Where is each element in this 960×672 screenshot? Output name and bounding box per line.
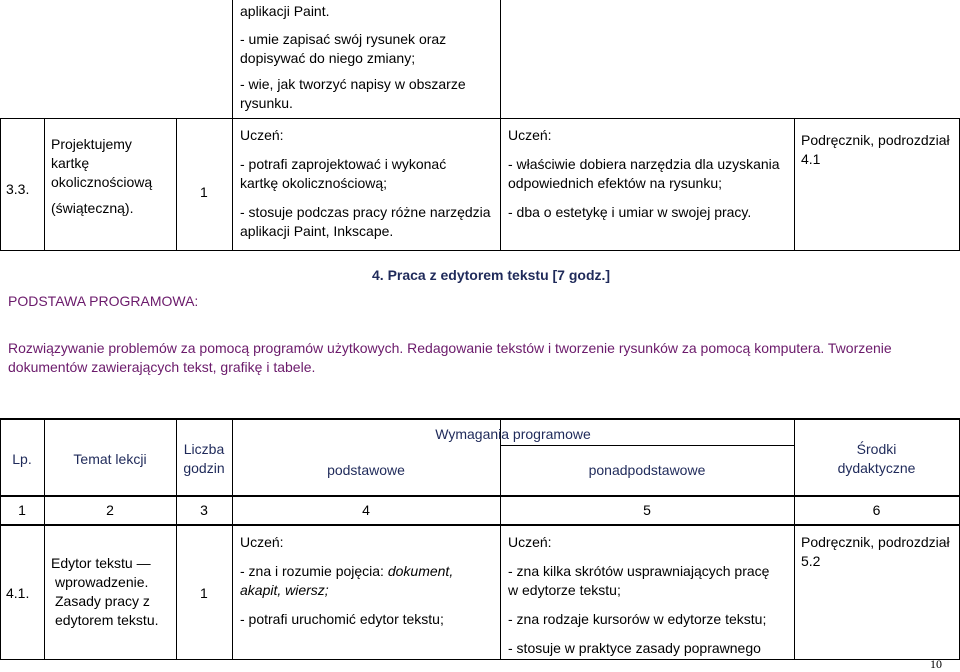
grid-line xyxy=(500,418,501,659)
text-line: odpowiednich efektów na rysunku; xyxy=(508,175,723,191)
text-line: wprowadzenie. xyxy=(55,574,149,590)
topic-cell xyxy=(51,554,175,630)
text-line: aplikacji Paint, Inkscape. xyxy=(240,223,394,239)
grid-line xyxy=(0,418,960,420)
header-basic: podstawowe xyxy=(327,462,405,478)
section-title: 4. Praca z edytorem tekstu [7 godz.] xyxy=(372,267,611,283)
resources-cell xyxy=(801,533,959,571)
col-number: 3 xyxy=(200,502,208,518)
col-number: 1 xyxy=(18,502,26,518)
grid-line xyxy=(0,495,960,497)
text-line: - zna i rozumie pojęcia: dokument, xyxy=(240,563,454,579)
col-number: 2 xyxy=(106,502,114,518)
text-line: (świąteczną). xyxy=(51,200,134,216)
basic-requirements-cell xyxy=(240,533,498,629)
grid-line xyxy=(500,445,794,446)
text-line: Rozwiązywanie problemów za pomocą programów użytkowych. Redagowanie tekstów i tworzenie rysunków za pomocą komputera. Tworzenie xyxy=(8,340,892,356)
grid-line xyxy=(44,118,45,250)
row-number: 4.1. xyxy=(6,585,30,601)
grid-line xyxy=(0,118,960,119)
header-hours xyxy=(176,440,232,478)
grid-line xyxy=(232,118,233,250)
text-line: 5.2 xyxy=(801,553,821,569)
text-line: kartkę xyxy=(51,155,90,171)
grid-line xyxy=(0,659,960,660)
text-line: rysunku. xyxy=(240,95,293,111)
text-line: - dba o estetykę i umiar w swojej pracy. xyxy=(508,204,752,220)
text-line: Podręcznik, podrozdział xyxy=(801,534,950,550)
text-line: dydaktyczne xyxy=(837,460,916,476)
topic-cell xyxy=(51,135,175,218)
col-number: 6 xyxy=(872,502,881,518)
resources-cell xyxy=(801,131,959,169)
text-line: - wie, jak tworzyć napisy w obszarze xyxy=(240,76,466,92)
grid-line xyxy=(0,250,960,251)
header-lp: Lp. xyxy=(12,451,32,467)
basic-header: Uczeń: xyxy=(240,127,284,143)
page-number: 10 xyxy=(930,657,942,671)
advanced-header: Uczeń: xyxy=(508,534,552,550)
grid-line xyxy=(500,0,501,118)
partial-row-cell xyxy=(240,2,498,113)
advanced-header: Uczeń: xyxy=(508,127,552,143)
text-line: - zna rodzaje kursorów w edytorze tekstu; xyxy=(508,611,767,627)
advanced-requirements-cell xyxy=(508,533,792,658)
text-line: Podręcznik, podrozdział xyxy=(801,132,950,148)
text-line: 4.1 xyxy=(801,151,821,167)
text-line: w edytorze tekstu; xyxy=(508,582,621,598)
text-line: - potrafi zaprojektować i wykonać xyxy=(240,156,447,172)
grid-line xyxy=(232,0,233,118)
col-number: 5 xyxy=(643,502,651,518)
header-requirements: Wymagania programowe xyxy=(435,426,591,442)
grid-line xyxy=(500,118,501,250)
text-line: kartkę okolicznościową; xyxy=(240,175,388,191)
advanced-requirements-cell xyxy=(508,126,792,222)
basic-requirements-cell xyxy=(240,126,498,241)
hours-value: 1 xyxy=(200,184,208,200)
text-line: Liczba xyxy=(183,441,225,457)
grid-line xyxy=(794,118,795,250)
text-line: - właściwie dobiera narzędzia dla uzyskania xyxy=(508,156,780,172)
header-advanced: ponadpodstawowe xyxy=(588,462,706,478)
text-line: dopisywać do niego zmiany; xyxy=(240,50,416,66)
hours-value: 1 xyxy=(200,585,208,601)
text-line: - zna kilka skrótów usprawniających pracę xyxy=(508,563,770,579)
grid-line xyxy=(232,418,233,659)
text-line: aplikacji Paint. xyxy=(240,3,330,19)
text-line: Projektujemy xyxy=(51,136,132,152)
text-line: dokumentów zawierających tekst, grafikę i tabele. xyxy=(8,359,316,375)
text-line: godzin xyxy=(183,460,225,476)
text-line: - stosuje podczas pracy różne narzędzia xyxy=(240,204,491,220)
header-topic: Temat lekcji xyxy=(73,451,147,467)
row-number: 3.3. xyxy=(6,181,30,197)
header-resources xyxy=(794,440,959,478)
text-line: Środki xyxy=(856,441,897,457)
text-line: akapit, wiersz; xyxy=(240,582,329,598)
col-number: 4 xyxy=(362,502,370,518)
grid-line xyxy=(0,524,960,526)
text-line: okolicznościową xyxy=(51,174,153,190)
basic-header: Uczeń: xyxy=(240,534,284,550)
text-line: - stosuje w praktyce zasady poprawnego xyxy=(508,640,761,656)
grid-line xyxy=(176,118,177,250)
text-line: edytorem tekstu. xyxy=(55,612,159,628)
text-line: Zasady pracy z xyxy=(55,593,150,609)
text-line: - umie zapisać swój rysunek oraz xyxy=(240,31,447,47)
podstawa-text xyxy=(8,339,958,377)
text-line: Edytor tekstu — xyxy=(51,555,151,571)
grid-line xyxy=(0,118,1,250)
text-line: - potrafi uruchomić edytor tekstu; xyxy=(240,611,444,627)
podstawa-label: PODSTAWA PROGRAMOWA: xyxy=(8,293,199,309)
